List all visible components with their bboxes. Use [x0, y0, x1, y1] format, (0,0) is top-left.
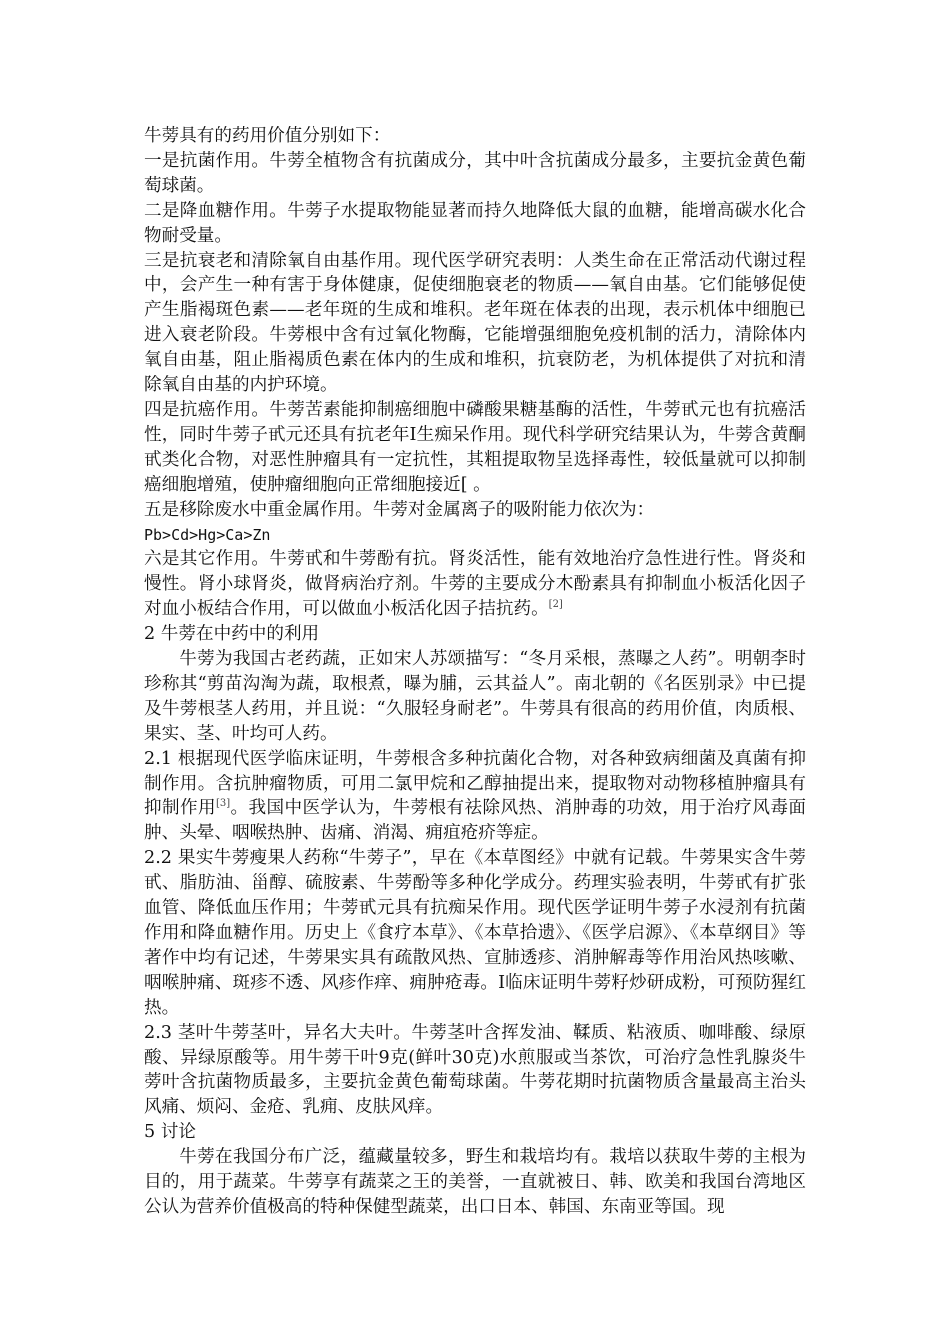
section-2-1-text-b: 。我国中医学认为，牛蒡根有祛除风热、消肿毒的功效，用于治疗风毒面肿、头晕、咽喉热肿、齿痛、消渴、痈疽疮疥等症。 [144, 798, 806, 844]
section-5-paragraph: 牛蒡在我国分布广泛，蕴藏量较多，野生和栽培均有。栽培以获取牛蒡的主根为目的，用于蔬菜。牛蒡享有蔬菜之王的美誉，一直就被日、韩、欧美和我国台湾地区公认为营养价值极高的特种保健型蔬菜，出口日本、韩国、东南亚等国。现 [144, 1147, 806, 1217]
intro-line: 牛蒡具有的药用价值分别如下： [144, 126, 391, 146]
item-heavy-metal: 五是移除废水中重金属作用。牛蒡对金属离子的吸附能力依次为： [144, 499, 655, 520]
section-2-1-paragraph [144, 747, 806, 847]
citation-2: [2] [548, 599, 563, 611]
section-2-2-paragraph: 2.2 果实牛蒡瘦果人药称“牛蒡子”，早在《本草图经》中就有记载。牛蒡果实含牛蒡甙、脂肪油、甾醇、硫胺素、牛蒡酚等多种化学成分。药理实验表明，牛蒡甙有扩张血管、降低血压作用；牛蒡甙元具有抗痴呆作用。现代医学证明牛蒡子水浸剂有抗菌作用和降血糖作用。历史上《食疗本草》、《本草拾遗》、《医学启源》、《本草纲目》等著作中均有记述，牛蒡果实具有疏散风热、宣肺透疹、消肿解毒等作用治风热咳嗽、咽喉肿痛、斑疹不透、风疹作痒、痈肿疮毒。I临床证明牛蒡籽炒研成粉，可预防猩红热。 [144, 848, 806, 1018]
item-antibacterial: 一是抗菌作用。牛蒡全植物含有抗菌成分，其中叶含抗菌成分最多，主要抗金黄色葡萄球菌。 [144, 150, 806, 196]
section-2-paragraph: 牛蒡为我国古老药蔬，正如宋人苏颂描写：“冬月采根，蒸曝之人药”。明朝李时珍称其“剪苗沟淘为蔬，取根煮，曝为脯，云其益人”。南北朝的《名医别录》中已提及牛蒡根茎人药用，并且说：“久服轻身耐老”。牛蒡具有很高的药用价值，肉质根、果实、茎、叶均可人药。 [144, 649, 806, 744]
section-2-1-text-a: 2.1 根据现代医学临床证明，牛蒡根含多种抗菌化合物，对各种致病细菌及真菌有抑制作用。含抗肿瘤物质，可用二氯甲烷和乙醇抽提出来，提取物对动物移植肿瘤具有抑制作用 [144, 748, 806, 819]
section-2-heading: 2 牛蒡在中药中的利用 [144, 624, 320, 645]
section-5-heading: 5 讨论 [144, 1122, 196, 1143]
item-anti-cancer: 四是抗癌作用。牛蒡苦素能抑制癌细胞中磷酸果糖基酶的活性，牛蒡甙元也有抗癌活性，同时牛蒡子甙元还具有抗老年I生痴呆作用。现代科学研究结果认为，牛蒡含黄酮甙类化合物，对恶性肿瘤具有一定抗性，其粗提取物呈选择毒性，较低量就可以抑制癌细胞增殖，使肿瘤细胞向正常细胞接近[ 。 [144, 399, 806, 495]
document-body [144, 124, 806, 1220]
section-2-3-paragraph: 2.3 茎叶牛蒡茎叶，异名大夫叶。牛蒡茎叶含挥发油、鞣质、粘液质、咖啡酸、绿原酸、异绿原酸等。用牛蒡干叶9克(鲜叶30克)水煎服或当茶饮，可治疗急性乳腺炎牛蒡叶含抗菌物质最多，主要抗金黄色葡萄球菌。牛蒡花期时抗菌物质含量最高主治头风痛、烦闷、金疮、乳痈、皮肤风痒。 [144, 1022, 806, 1118]
metal-order-formula: Pb>Cd>Hg>Ca>Zn [144, 525, 271, 544]
item-other-effects [144, 547, 806, 622]
citation-3: [3] [215, 798, 231, 810]
item-blood-sugar: 二是降血糖作用。牛蒡子水提取物能显著而持久地降低大鼠的血糖，能增高碳水化合物耐受量。 [144, 200, 806, 246]
item-anti-aging: 三是抗衰老和清除氧自由基作用。现代医学研究表明：人类生命在正常活动代谢过程中，会产生一种有害于身体健康，促使细胞衰老的物质——氧自由基。它们能够促使产生脂褐斑色素——老年斑的生成和堆积。老年斑在体表的出现，表示机体中细胞已进入衰老阶段。牛蒡根中含有过氧化物酶，它能增强细胞免疫机制的活力，清除体内氧自由基，阻止脂褐质色素在体内的生成和堆积，抗衰防老，为机体提供了对抗和清除氧自由基的内护环境。 [144, 250, 806, 396]
item-other-effects-text: 六是其它作用。牛蒡甙和牛蒡酚有抗。肾炎活性，能有效地治疗急性进行性。肾炎和慢性。肾小球肾炎，做肾病治疗剂。牛蒡的主要成分木酚素具有抑制血小板活化因子对血小板结合作用，可以做血小板活化因子拮抗药。 [144, 549, 806, 620]
